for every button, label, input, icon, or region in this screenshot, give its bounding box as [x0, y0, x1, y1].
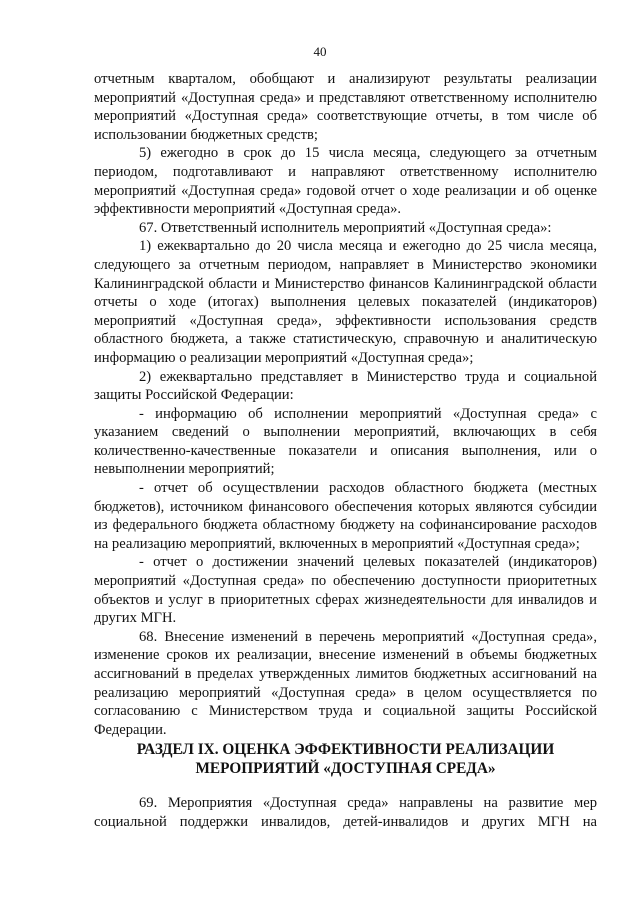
page-number: 40 [313, 44, 327, 59]
paragraph-dash-expense-report: - отчет об осуществлении расходов областного бюджета (местных бюджетов), источником финансового обеспечения которых являются субсидии из федерального бюджета областному бюджету на софинансирование расходов на реализацию мероприятий, включенных в мероприятий «Доступная среда»; [94, 480, 597, 552]
paragraph-68: 68. Внесение изменений в перечень мероприятий «Доступная среда», изменение сроков их реализации, внесение изменений в объемы бюджетных ассигнований в пределах утвержденных лимитов бюджетных ассигнований на реализацию мероприятий «Доступная среда» в целом осуществляется по согласованию с Министерством труда и социальной защиты Российской Федерации. [94, 628, 597, 738]
section-heading-line-1: РАЗДЕЛ IX. ОЦЕНКА ЭФФЕКТИВНОСТИ РЕАЛИЗАЦИИ [136, 741, 555, 758]
paragraph-dash-information: - информацию об исполнении мероприятий «Доступная среда» с указанием сведений о выполнении мероприятий, включающих в себя количественно-качественные показатели и описания выполнения, или о невыполнении мероприятий; [94, 405, 597, 478]
paragraph-continuation: отчетным кварталом, обобщают и анализируют результаты реализации мероприятий «Доступная среда» и представляют ответственному исполнителю мероприятий «Доступная среда» соответствующие отчеты, в том числе об использовании бюджетных средств; [94, 71, 597, 143]
body-text-section-9 [94, 794, 597, 832]
paragraph-67: 67. Ответственный исполнитель мероприятий «Доступная среда»: [139, 219, 552, 236]
paragraph-item-2: 2) ежеквартально представляет в Министерство труда и социальной защиты Российской Федерации: [94, 368, 597, 404]
paragraph-dash-indicators-report: - отчет о достижении значений целевых показателей (индикаторов) мероприятий «Доступная среда» по обеспечению доступности приоритетных объектов и услуг в приоритетных сферах жизнедеятельности для инвалидов и других МГН. [94, 554, 597, 627]
section-heading-line-2: МЕРОПРИЯТИЙ «ДОСТУПНАЯ СРЕДА» [195, 760, 496, 777]
section-heading [94, 740, 597, 778]
body-text [94, 70, 597, 739]
paragraph-item-5: 5) ежегодно в срок до 15 числа месяца, следующего за отчетным периодом, подготавливают и направляют ответственному исполнителю мероприятий «Доступная среда» годовой отчет о ходе реализации и об оценке эффективности мероприятий «Доступная среда». [94, 145, 597, 218]
paragraph-69: 69. Мероприятия «Доступная среда» направлены на развитие мер социальной поддержки инвалидов, детей-инвалидов и других МГН на [94, 795, 597, 830]
paragraph-item-1: 1) ежеквартально до 20 числа месяца и ежегодно до 25 числа месяца, следующего за отчетным периодом, направляет в Министерство экономики Калининградской области и Министерство финансов Калининградской области отчеты о ходе (итогах) выполнения целевых показателей (индикаторов) мероприятий «Доступная среда», эффективности использования средств областного бюджета, а также статистическую, справочную и аналитическую информацию о реализации мероприятий «Доступная среда»; [94, 238, 597, 366]
